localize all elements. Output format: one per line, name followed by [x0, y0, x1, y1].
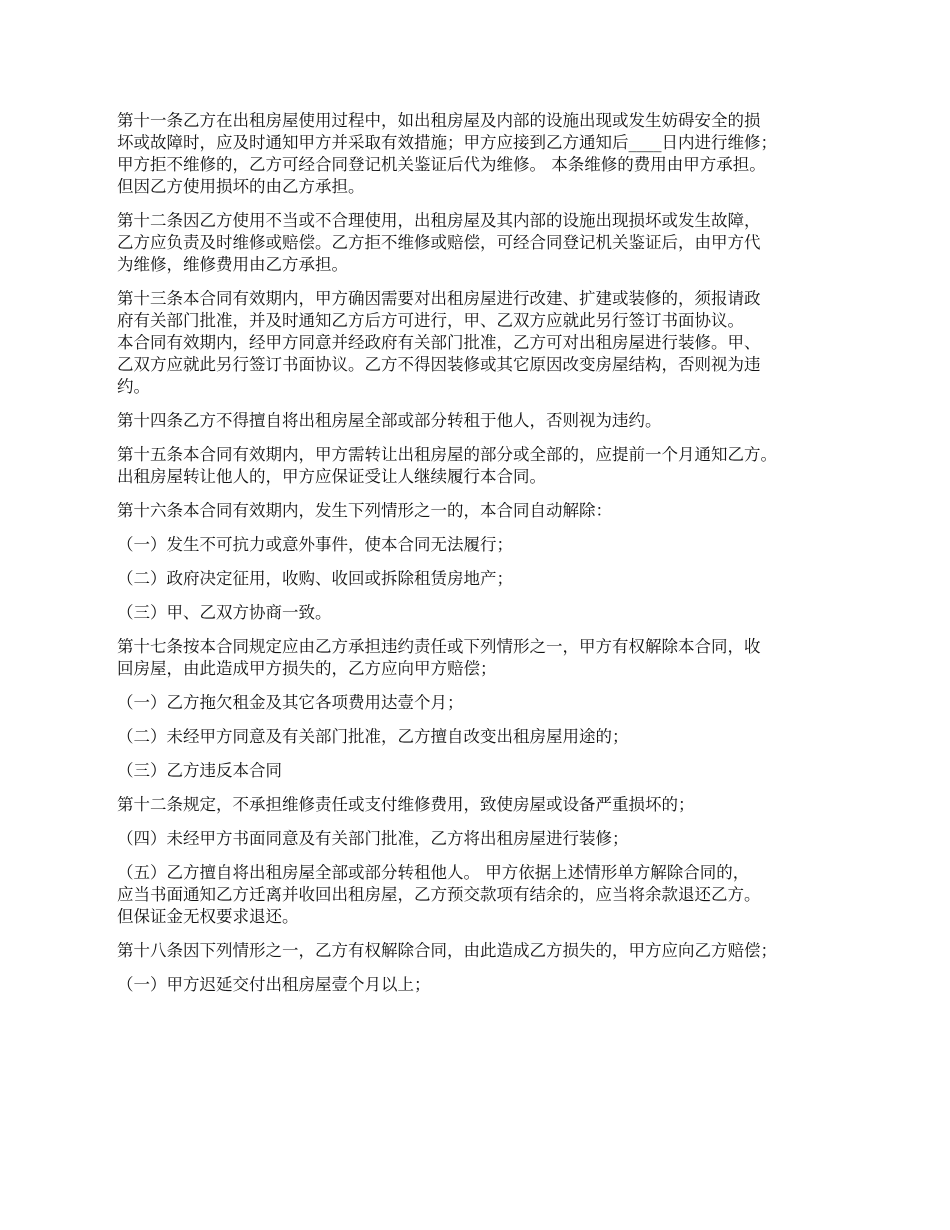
- contract-paragraph: [117, 974, 862, 996]
- text-line: （三）甲、乙双方协商一致。: [117, 603, 332, 622]
- contract-paragraph: [117, 862, 862, 928]
- contract-paragraph: [117, 110, 862, 198]
- text-line: 第十二条规定，不承担维修责任或支付维修费用，致使房屋或设备严重损坏的；: [117, 795, 695, 814]
- text-line: 坏或故障时，应及时通知甲方并采取有效措施；甲方应接到乙方通知后____日内进行维修；: [117, 133, 777, 152]
- text-line: （一）甲方迟延交付出租房屋壹个月以上；: [117, 975, 431, 994]
- text-line: （三）乙方违反本合同: [117, 761, 282, 780]
- contract-paragraph: [117, 534, 862, 556]
- text-line: 第十四条乙方不得擅自将出租房屋全部或部分转租于他人，否则视为违约。: [117, 411, 662, 430]
- text-line: 府有关部门批准，并及时通知乙方后方可进行，甲、乙双方应就此另行签订书面协议。: [117, 311, 744, 330]
- text-line: （一）发生不可抗力或意外事件，使本合同无法履行；: [117, 535, 513, 554]
- contract-paragraph: [117, 828, 862, 850]
- text-line: 第十七条按本合同规定应由乙方承担违约责任或下列情形之一，甲方有权解除本合同，收: [117, 637, 761, 656]
- contract-paragraph: [117, 794, 862, 816]
- contract-paragraph: [117, 568, 862, 590]
- text-line: （一）乙方拖欠租金及其它各项费用达壹个月；: [117, 693, 464, 712]
- contract-paragraph: [117, 692, 862, 714]
- text-line: 甲方拒不维修的，乙方可经合同登记机关鉴证后代为维修。 本条维修的费用由甲方承担。: [117, 155, 766, 174]
- contract-paragraph: [117, 636, 862, 680]
- contract-paragraph: [117, 444, 862, 488]
- text-line: 第十八条因下列情形之一，乙方有权解除合同，由此造成乙方损失的，甲方应向乙方赔偿；: [117, 941, 777, 960]
- text-line: 第十六条本合同有效期内，发生下列情形之一的，本合同自动解除：: [117, 501, 612, 520]
- contract-paragraph: [117, 602, 862, 624]
- contract-paragraph: [117, 288, 862, 398]
- contract-paragraph: [117, 500, 862, 522]
- text-line: 但保证金无权要求退还。: [117, 907, 299, 926]
- contract-paragraph: [117, 760, 862, 782]
- text-line: 第十一条乙方在出租房屋使用过程中，如出租房屋及内部的设施出现或发生妨碍安全的损: [117, 111, 761, 130]
- text-line: 第十三条本合同有效期内，甲方确因需要对出租房屋进行改建、扩建或装修的，须报请政: [117, 289, 761, 308]
- text-line: （二）政府决定征用，收购、收回或拆除租赁房地产；: [117, 569, 513, 588]
- text-line: 约。: [117, 377, 150, 396]
- text-line: 本合同有效期内，经甲方同意并经政府有关部门批准，乙方可对出租房屋进行装修。甲、: [117, 333, 761, 352]
- contract-paragraph: [117, 210, 862, 276]
- document-body: [117, 110, 862, 1008]
- text-line: 第十五条本合同有效期内，甲方需转让出租房屋的部分或全部的，应提前一个月通知乙方。: [117, 445, 777, 464]
- text-line: 但因乙方使用损坏的由乙方承担。: [117, 177, 365, 196]
- text-line: 第十二条因乙方使用不当或不合理使用，出租房屋及其内部的设施出现损坏或发生故障，: [117, 211, 761, 230]
- text-line: 为维修，维修费用由乙方承担。: [117, 255, 348, 274]
- contract-paragraph: [117, 410, 862, 432]
- text-line: （五）乙方擅自将出租房屋全部或部分转租他人。 甲方依据上述情形单方解除合同的，: [117, 863, 750, 882]
- text-line: 乙双方应就此另行签订书面协议。乙方不得因装修或其它原因改变房屋结构，否则视为违: [117, 355, 761, 374]
- text-line: （四）未经甲方书面同意及有关部门批准，乙方将出租房屋进行装修；: [117, 829, 629, 848]
- text-line: 应当书面通知乙方迁离并收回出租房屋，乙方预交款项有结余的，应当将余款退还乙方。: [117, 885, 761, 904]
- text-line: （二）未经甲方同意及有关部门批准，乙方擅自改变出租房屋用途的；: [117, 727, 629, 746]
- text-line: 乙方应负责及时维修或赔偿。乙方拒不维修或赔偿，可经合同登记机关鉴证后，由甲方代: [117, 233, 761, 252]
- text-line: 出租房屋转让他人的，甲方应保证受让人继续履行本合同。: [117, 467, 546, 486]
- text-line: 回房屋，由此造成甲方损失的，乙方应向甲方赔偿；: [117, 659, 497, 678]
- contract-paragraph: [117, 940, 862, 962]
- contract-paragraph: [117, 726, 862, 748]
